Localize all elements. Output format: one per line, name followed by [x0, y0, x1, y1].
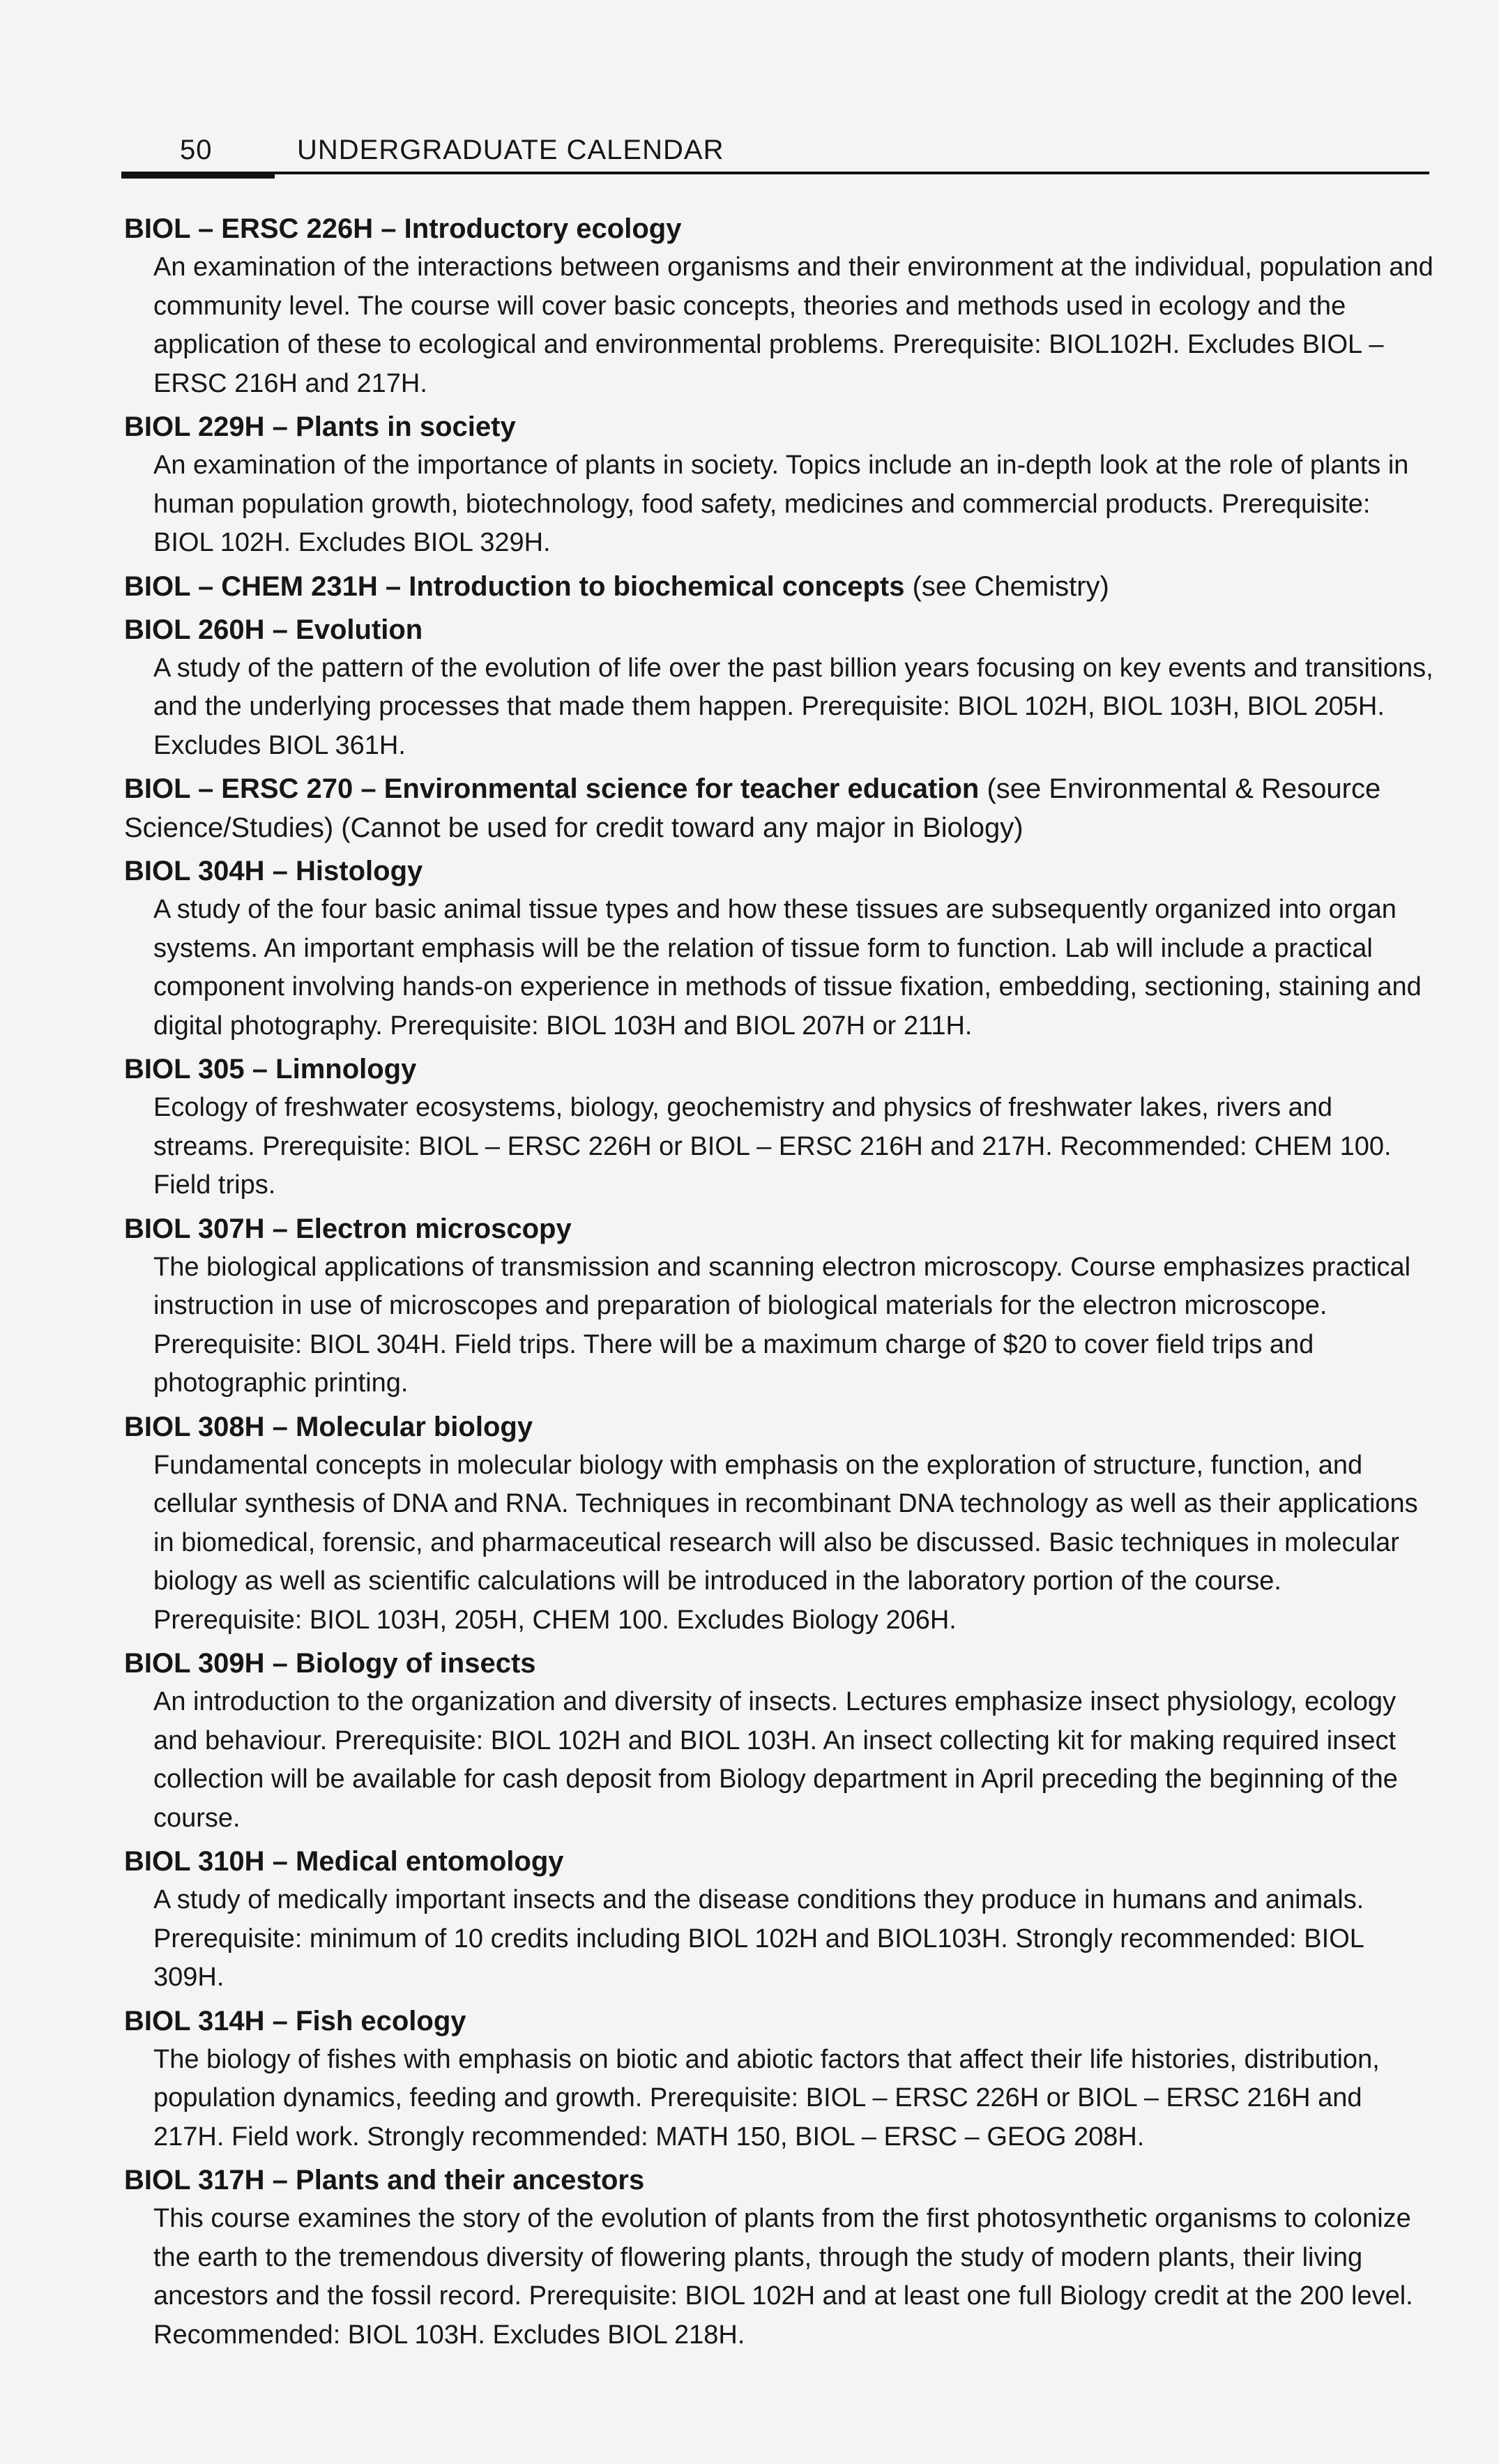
- course-description: The biological applications of transmission and scanning electron microscopy. Course emphasizes practical instruction in use of microscopes and preparation of biological materials for the electron microscope. Prerequisite: BIOL 304H. Field trips. There will be a maximum charge of $20 to cover field trips and photographic printing.: [153, 1252, 1411, 1398]
- course-heading: [124, 769, 1435, 847]
- course-heading: [124, 407, 1435, 446]
- course-description: An examination of the importance of plants in society. Topics include an in-depth look at the role of plants in human population growth, biotechnology, food safety, medicines and commercial products. Prerequisite: BIOL 102H. Excludes BIOL 329H.: [153, 451, 1409, 557]
- course-list: [124, 209, 1435, 2359]
- course-title: BIOL 260H – Evolution: [124, 614, 423, 645]
- course-entry: [124, 1407, 1435, 1640]
- course-title: BIOL 304H – Histology: [124, 856, 423, 886]
- course-description: Fundamental concepts in molecular biology with emphasis on the exploration of structure, function, and cellular synthesis of DNA and RNA. Techniques in recombinant DNA technology as well as their applications in biomedical, forensic, and pharmaceutical research will also be discussed. Basic techniques in molecular biology as well as scientific calculations will be introduced in the laboratory portion of the course. Prerequisite: BIOL 103H, 205H, CHEM 100. Excludes Biology 206H.: [153, 1450, 1418, 1635]
- course-entry: [124, 2002, 1435, 2157]
- running-title: UNDERGRADUATE CALENDAR: [297, 135, 724, 165]
- page-header: [121, 126, 1429, 174]
- course-entry: [124, 610, 1435, 766]
- course-description: A study of medically important insects and the disease conditions they produce in humans and animals. Prerequisite: minimum of 10 credits including BIOL 102H and BIOL103H. Strongly recommended: BIOL 309H.: [153, 1885, 1364, 1992]
- course-entry: [124, 407, 1435, 563]
- course-title: BIOL 310H – Medical entomology: [124, 1846, 564, 1877]
- course-description: Ecology of freshwater ecosystems, biology, geochemistry and physics of freshwater lakes, rivers and streams. Prerequisite: BIOL – ERSC 226H or BIOL – ERSC 216H and 217H. Recommended: CHEM 100. Field trips.: [153, 1093, 1392, 1200]
- course-title: BIOL 305 – Limnology: [124, 1054, 417, 1084]
- course-heading: [124, 1644, 1435, 1683]
- course-heading: [124, 209, 1435, 248]
- course-heading: [124, 852, 1435, 891]
- course-entry: [124, 1644, 1435, 1838]
- course-entry: [124, 2161, 1435, 2355]
- course-entry: [124, 567, 1435, 606]
- course-title: BIOL – ERSC 270 – Environmental science for teacher education: [124, 773, 980, 804]
- course-description: A study of the pattern of the evolution of life over the past billion years focusing on key events and transitions, and the underlying processes that made them happen. Prerequisite: BIOL 102H, BIOL 103H, BIOL 205H. Excludes BIOL 361H.: [153, 653, 1433, 760]
- course-heading: [124, 1842, 1435, 1881]
- course-entry: [124, 769, 1435, 847]
- course-entry: [124, 1209, 1435, 1403]
- course-heading: [124, 610, 1435, 649]
- course-title: BIOL 308H – Molecular biology: [124, 1411, 533, 1442]
- course-note: (see Chemistry): [912, 570, 1109, 602]
- course-heading: [124, 2161, 1435, 2200]
- course-entry: [124, 1050, 1435, 1205]
- course-entry: [124, 852, 1435, 1045]
- course-title: BIOL – ERSC 226H – Introductory ecology: [124, 213, 682, 244]
- course-title: BIOL 317H – Plants and their ancestors: [124, 2165, 645, 2195]
- course-title: BIOL 314H – Fish ecology: [124, 2005, 466, 2036]
- course-title: BIOL 307H – Electron microscopy: [124, 1213, 572, 1244]
- course-heading: [124, 567, 1435, 606]
- course-entry: [124, 1842, 1435, 1997]
- course-heading: [124, 1050, 1435, 1089]
- course-description: This course examines the story of the evolution of plants from the first photosynthetic organisms to colonize the earth to the tremendous diversity of flowering plants, through the study of modern plants, their living ancestors and the fossil record. Prerequisite: BIOL 102H and at least one full Biology credit at the 200 level. Recommended: BIOL 103H. Excludes BIOL 218H.: [153, 2204, 1413, 2350]
- page-number: 50: [180, 135, 213, 165]
- course-title: BIOL 309H – Biology of insects: [124, 1648, 536, 1679]
- course-entry: [124, 209, 1435, 403]
- course-heading: [124, 1209, 1435, 1248]
- course-description: An examination of the interactions between organisms and their environment at the individual, population and community level. The course will cover basic concepts, theories and methods used in ecology and the application of these to ecological and environmental problems. Prerequisite: BIOL102H. Excludes BIOL – ERSC 216H and 217H.: [153, 252, 1433, 398]
- course-heading: [124, 2002, 1435, 2041]
- course-note: (see Environmental & Resource Science/Studies) (Cannot be used for credit toward any major in Biology): [124, 773, 1381, 843]
- course-description: An introduction to the organization and diversity of insects. Lectures emphasize insect physiology, ecology and behaviour. Prerequisite: BIOL 102H and BIOL 103H. An insect collecting kit for making required insect collection will be available for cash deposit from Biology department in April preceding the beginning of the course.: [153, 1687, 1398, 1833]
- course-title: BIOL 229H – Plants in society: [124, 411, 516, 442]
- course-description: The biology of fishes with emphasis on biotic and abiotic factors that affect their life histories, distribution, population dynamics, feeding and growth. Prerequisite: BIOL – ERSC 226H or BIOL – ERSC 216H and 217H. Field work. Strongly recommended: MATH 150, BIOL – ERSC – GEOG 208H.: [153, 2044, 1380, 2152]
- course-title: BIOL – CHEM 231H – Introduction to biochemical concepts: [124, 570, 905, 602]
- course-description: A study of the four basic animal tissue types and how these tissues are subsequently organized into organ systems. An important emphasis will be the relation of tissue form to function. Lab will include a practical component involving hands-on experience in methods of tissue fixation, embedding, sectioning, staining and digital photography. Prerequisite: BIOL 103H and BIOL 207H or 211H.: [153, 895, 1422, 1041]
- header-rule-accent: [121, 172, 275, 179]
- course-heading: [124, 1407, 1435, 1446]
